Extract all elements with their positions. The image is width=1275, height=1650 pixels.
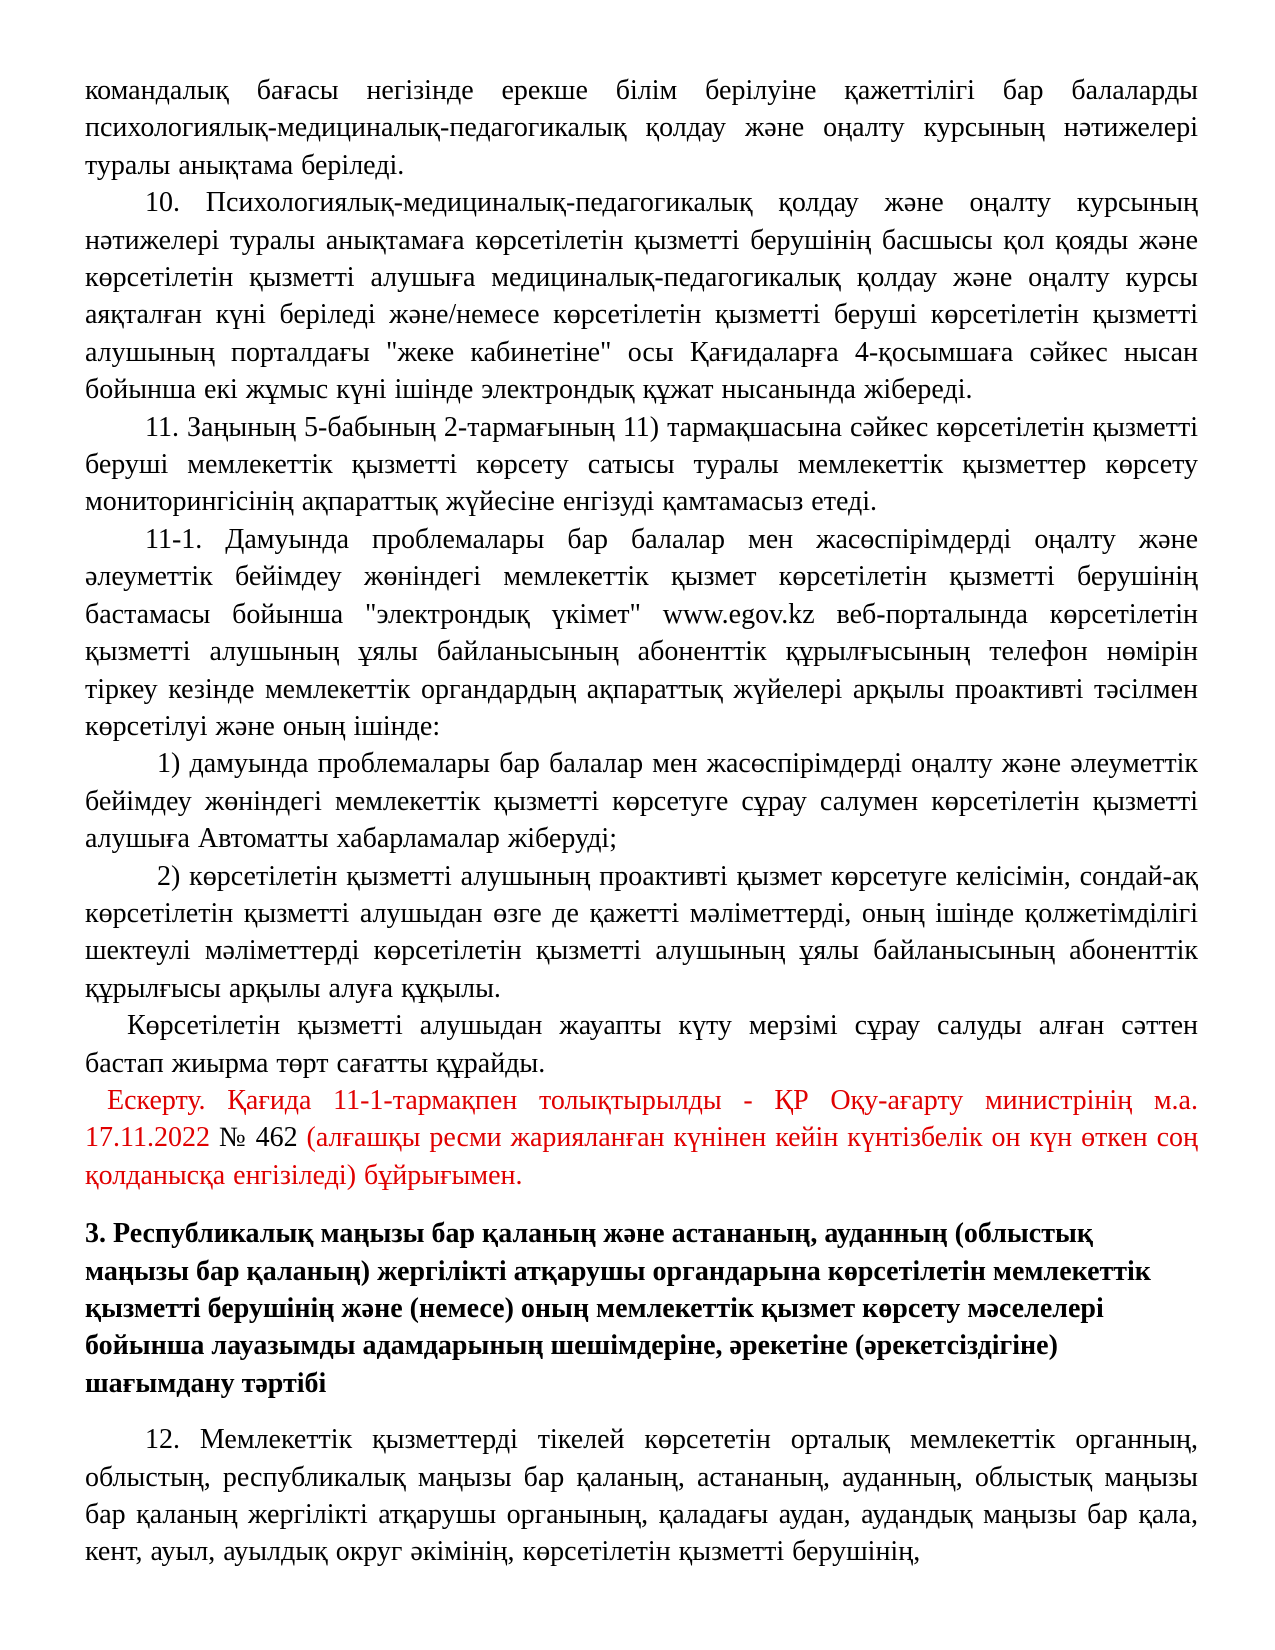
paragraph-11-1: 11-1. Дамуында проблемалары бар балалар мен жасөспірімдерді оңалту және әлеуметтік бейімдеу жөніндегі мемлекеттік қызмет көрсетілетін қызметті берушінің бастамасы бойынша "электрондық үкімет" www.egov.kz веб-порталында көрсетілетін қызметті алушының ұялы байланысының абоненттік құрылғысының телефон нөмірін тіркеу кезінде мемлекеттік органдардың ақпараттық жүйелері арқылы проактивті тәсілмен көрсетілуі және оның ішінде: <box>85 523 1198 742</box>
note-red-text-before: Ескерту. Қағида 11-1-тармақпен толықтырылды - ҚР Оқу-ағарту министрінің м.а. 17.11.2022 <box>85 1084 1198 1154</box>
section-3-heading: 3. Республикалық маңызы бар қаланың және астананың, ауданның (облыстық маңызы бар қаланың) жергілікті атқарушы органдарына көрсетілетін мемлекеттік қызметті берушінің және (немесе) оның мемлекеттік қызмет көрсету мәселелері бойынша лауазымды адамдарының шешімдеріне, әрекетіне (әрекетсіздігіне) шағымдану тәртібі <box>85 1218 1151 1399</box>
note-red-text-after: (алғашқы ресми жарияланған күнінен кейін күнтізбелік он күн өткен соң қолданысқа енгізіледі) бұйрығымен. <box>85 1122 1198 1191</box>
paragraph-10: 10. Психологиялық-медициналық-педагогикалық қолдау және оңалту курсының нәтижелері туралы анықтамаға көрсетілетін қызметті берушінің басшысы қол қояды және көрсетілетін қызметті алушыға медициналық-педагогикалық қолдау және оңалту курсы аяқталған күні беріледі және/немесе көрсетілетін қызметті беруші көрсетілетін қызметті алушының порталдағы "жеке кабинетіне" осы Қағидаларға 4-қосымшаға сәйкес нысан бойынша екі жұмыс күні ішінде электрондық құжат нысанында жібереді. <box>85 187 1198 406</box>
amendment-note <box>85 1082 1198 1194</box>
note-order-number: № 462 <box>218 1122 298 1154</box>
subparagraph-2: 2) көрсетілетін қызметті алушының проактивті қызмет көрсетуге келісімін, сондай-ақ көрсетілетін қызметті алушыдан өзге де қажетті мәліметтерді, оның ішінде қолжетімділігі шектеулі мәліметтерді көрсетілетін қызметті алушының ұялы байланысының абоненттік құрылғысы арқылы алуға құқылы. <box>85 860 1198 1004</box>
paragraph-continuation: командалық бағасы негізінде ерекше білім берілуіне қажеттілігі бар балаларды психологиялық-медициналық-педагогикалық қолдау және оңалту курсының нәтижелері туралы анықтама беріледі. <box>85 75 1198 181</box>
subparagraph-1: 1) дамуында проблемалары бар балалар мен жасөспірімдерді оңалту және әлеуметтік бейімдеу жөніндегі мемлекеттік қызметті көрсетуге сұрау салумен көрсетілетін қызметті алушыға Автоматты хабарламалар жіберуді; <box>85 748 1198 855</box>
paragraph-12: 12. Мемлекеттік қызметтерді тікелей көрсететін орталық мемлекеттік органның, облыстың, республикалық маңызы бар қаланың, астананың, ауданның, облыстық маңызы бар қаланың жергілікті атқарушы органының, қаладағы аудан, аудандық маңызы бар қала, кент, ауыл, ауылдық округ әкімінің, көрсетілетін қызметті берушінің, <box>85 1424 1198 1568</box>
paragraph-response-time: Көрсетілетін қызметті алушыдан жауапты күту мерзімі сұрау салуды алған сәттен бастап жиырма төрт сағатты құрайды. <box>85 1010 1198 1079</box>
paragraph-11: 11. Заңының 5-бабының 2-тармағының 11) тармақшасына сәйкес көрсетілетін қызметті беруші мемлекеттік қызметті көрсету сатысы туралы мемлекеттік қызметтер көрсету мониторингісінің ақпараттық жүйесіне енгізуді қамтамасыз етеді. <box>85 411 1198 518</box>
